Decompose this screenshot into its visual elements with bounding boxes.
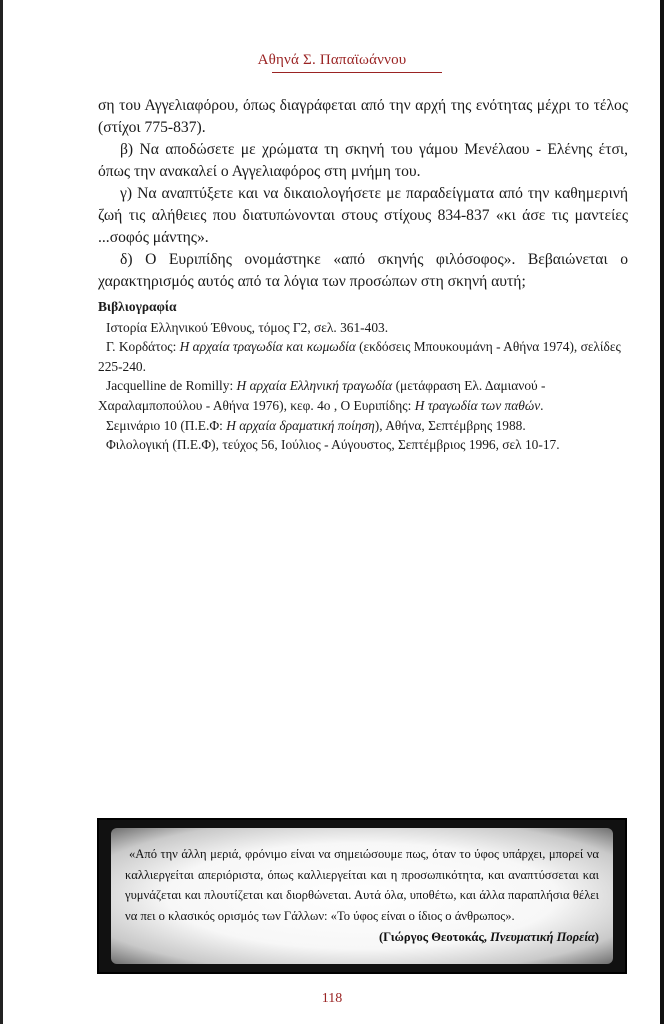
entry-chapter-title: Η τραγωδία των παθών (414, 397, 541, 413)
quote-body: «Από την άλλη μεριά, φρόνιμο είναι να σημειώσουμε πως, όταν το ύφος υπάρχει, μπορεί να καλλιεργείται απεριόριστα, όπως καλλιεργείται και η προσωπικότητα, και αναπτύσσεται και γυμνάζεται και πλουτίζεται και διορθώνεται. Αυτά όλα, υποθέτω, και άλλα παραπλήσια θέλει να πει ο κλασικός ορισμός των Γάλλων: «Το ύφος είναι ο ίδιος ο άνθρωπος». (125, 847, 599, 923)
bibliography-entry (98, 435, 626, 455)
bibliography-title: Βιβλιογραφία (98, 299, 177, 314)
bibliography-section (98, 297, 626, 455)
entry-end: . (540, 397, 544, 413)
running-header: Αθηνά Σ. Παπαϊωάννου (257, 52, 407, 68)
entry-author: Γ. Κορδάτος: (106, 339, 180, 355)
question-b: β) Να αποδώσετε με χρώματα τη σκηνή του γάμου Μενέλαου - Ελένης έτσι, όπως την ανακαλεί ο Αγγελιαφόρος στη μνήμη του. (98, 141, 628, 180)
quote-box (97, 818, 627, 974)
bibliography-entry (98, 376, 626, 415)
entry-title: Η αρχαία τραγωδία και κωμωδία (179, 339, 356, 355)
page-number: 118 (321, 991, 343, 1006)
bibliography-entry (98, 318, 626, 338)
entry-text: Φιλολογική (Π.Ε.Φ), τεύχος 56, Ιούλιος - Αύγουστος, Σεπτέμβριος 1996, σελ 10-17. (106, 437, 560, 453)
entry-prefix: Σεμινάριο 10 (Π.Ε.Φ: (106, 417, 227, 433)
entry-details: (εκδόσεις Μπουκουμάνη - Αθήνα 1974), σελίδες 225-240. (98, 339, 621, 374)
bibliography-entry (98, 416, 626, 436)
entry-details: (μετάφραση Ελ. Δαμιανού - Χαραλαμποπούλου - Αθήνα 1976), κεφ. 4ο , Ο Ευριπίδης: (98, 378, 546, 413)
entry-title: Η αρχαία δραματική ποίηση (226, 417, 375, 433)
header-underline (272, 72, 442, 73)
question-d: δ) Ο Ευριπίδης ονομάστηκε «από σκηνής φιλόσοφος». Βεβαιώνεται ο χαρακτηρισμός αυτός από τα λόγια των προσώπων στη σκηνή αυτή; (98, 251, 628, 290)
quote-panel (111, 828, 613, 964)
question-c: γ) Να αναπτύξετε και να δικαιολογήσετε με παραδείγματα από την καθημερινή ζωή τις αλήθειες που διατυπώνονται στους στίχους 834-837 «κι άσε τις μαντείες ...σοφός μάντης». (98, 185, 628, 246)
quote-text (125, 844, 599, 948)
bibliography-entry (98, 337, 626, 376)
body-text (98, 95, 628, 293)
quote-source (125, 927, 599, 948)
quote-work: Πνευματική Πορεία (490, 930, 595, 945)
entry-details: ), Αθήνα, Σεπτέμβρης 1988. (374, 417, 526, 433)
entry-author: Jacquelline de Romilly: (106, 378, 237, 394)
entry-title: Η αρχαία Ελληνική τραγωδία (236, 378, 393, 394)
entry-text: Ιστορία Ελληνικού Έθνους, τόμος Γ2, σελ. 361-403. (106, 319, 389, 335)
paragraph-continuation: ση του Αγγελιαφόρου, όπως διαγράφεται από την αρχή της ενότητας μέχρι το τέλος (στίχοι 775-837). (98, 97, 628, 136)
quote-source-close: ) (594, 930, 599, 945)
quote-author: (Γιώργος Θεοτοκάς, (378, 930, 491, 945)
